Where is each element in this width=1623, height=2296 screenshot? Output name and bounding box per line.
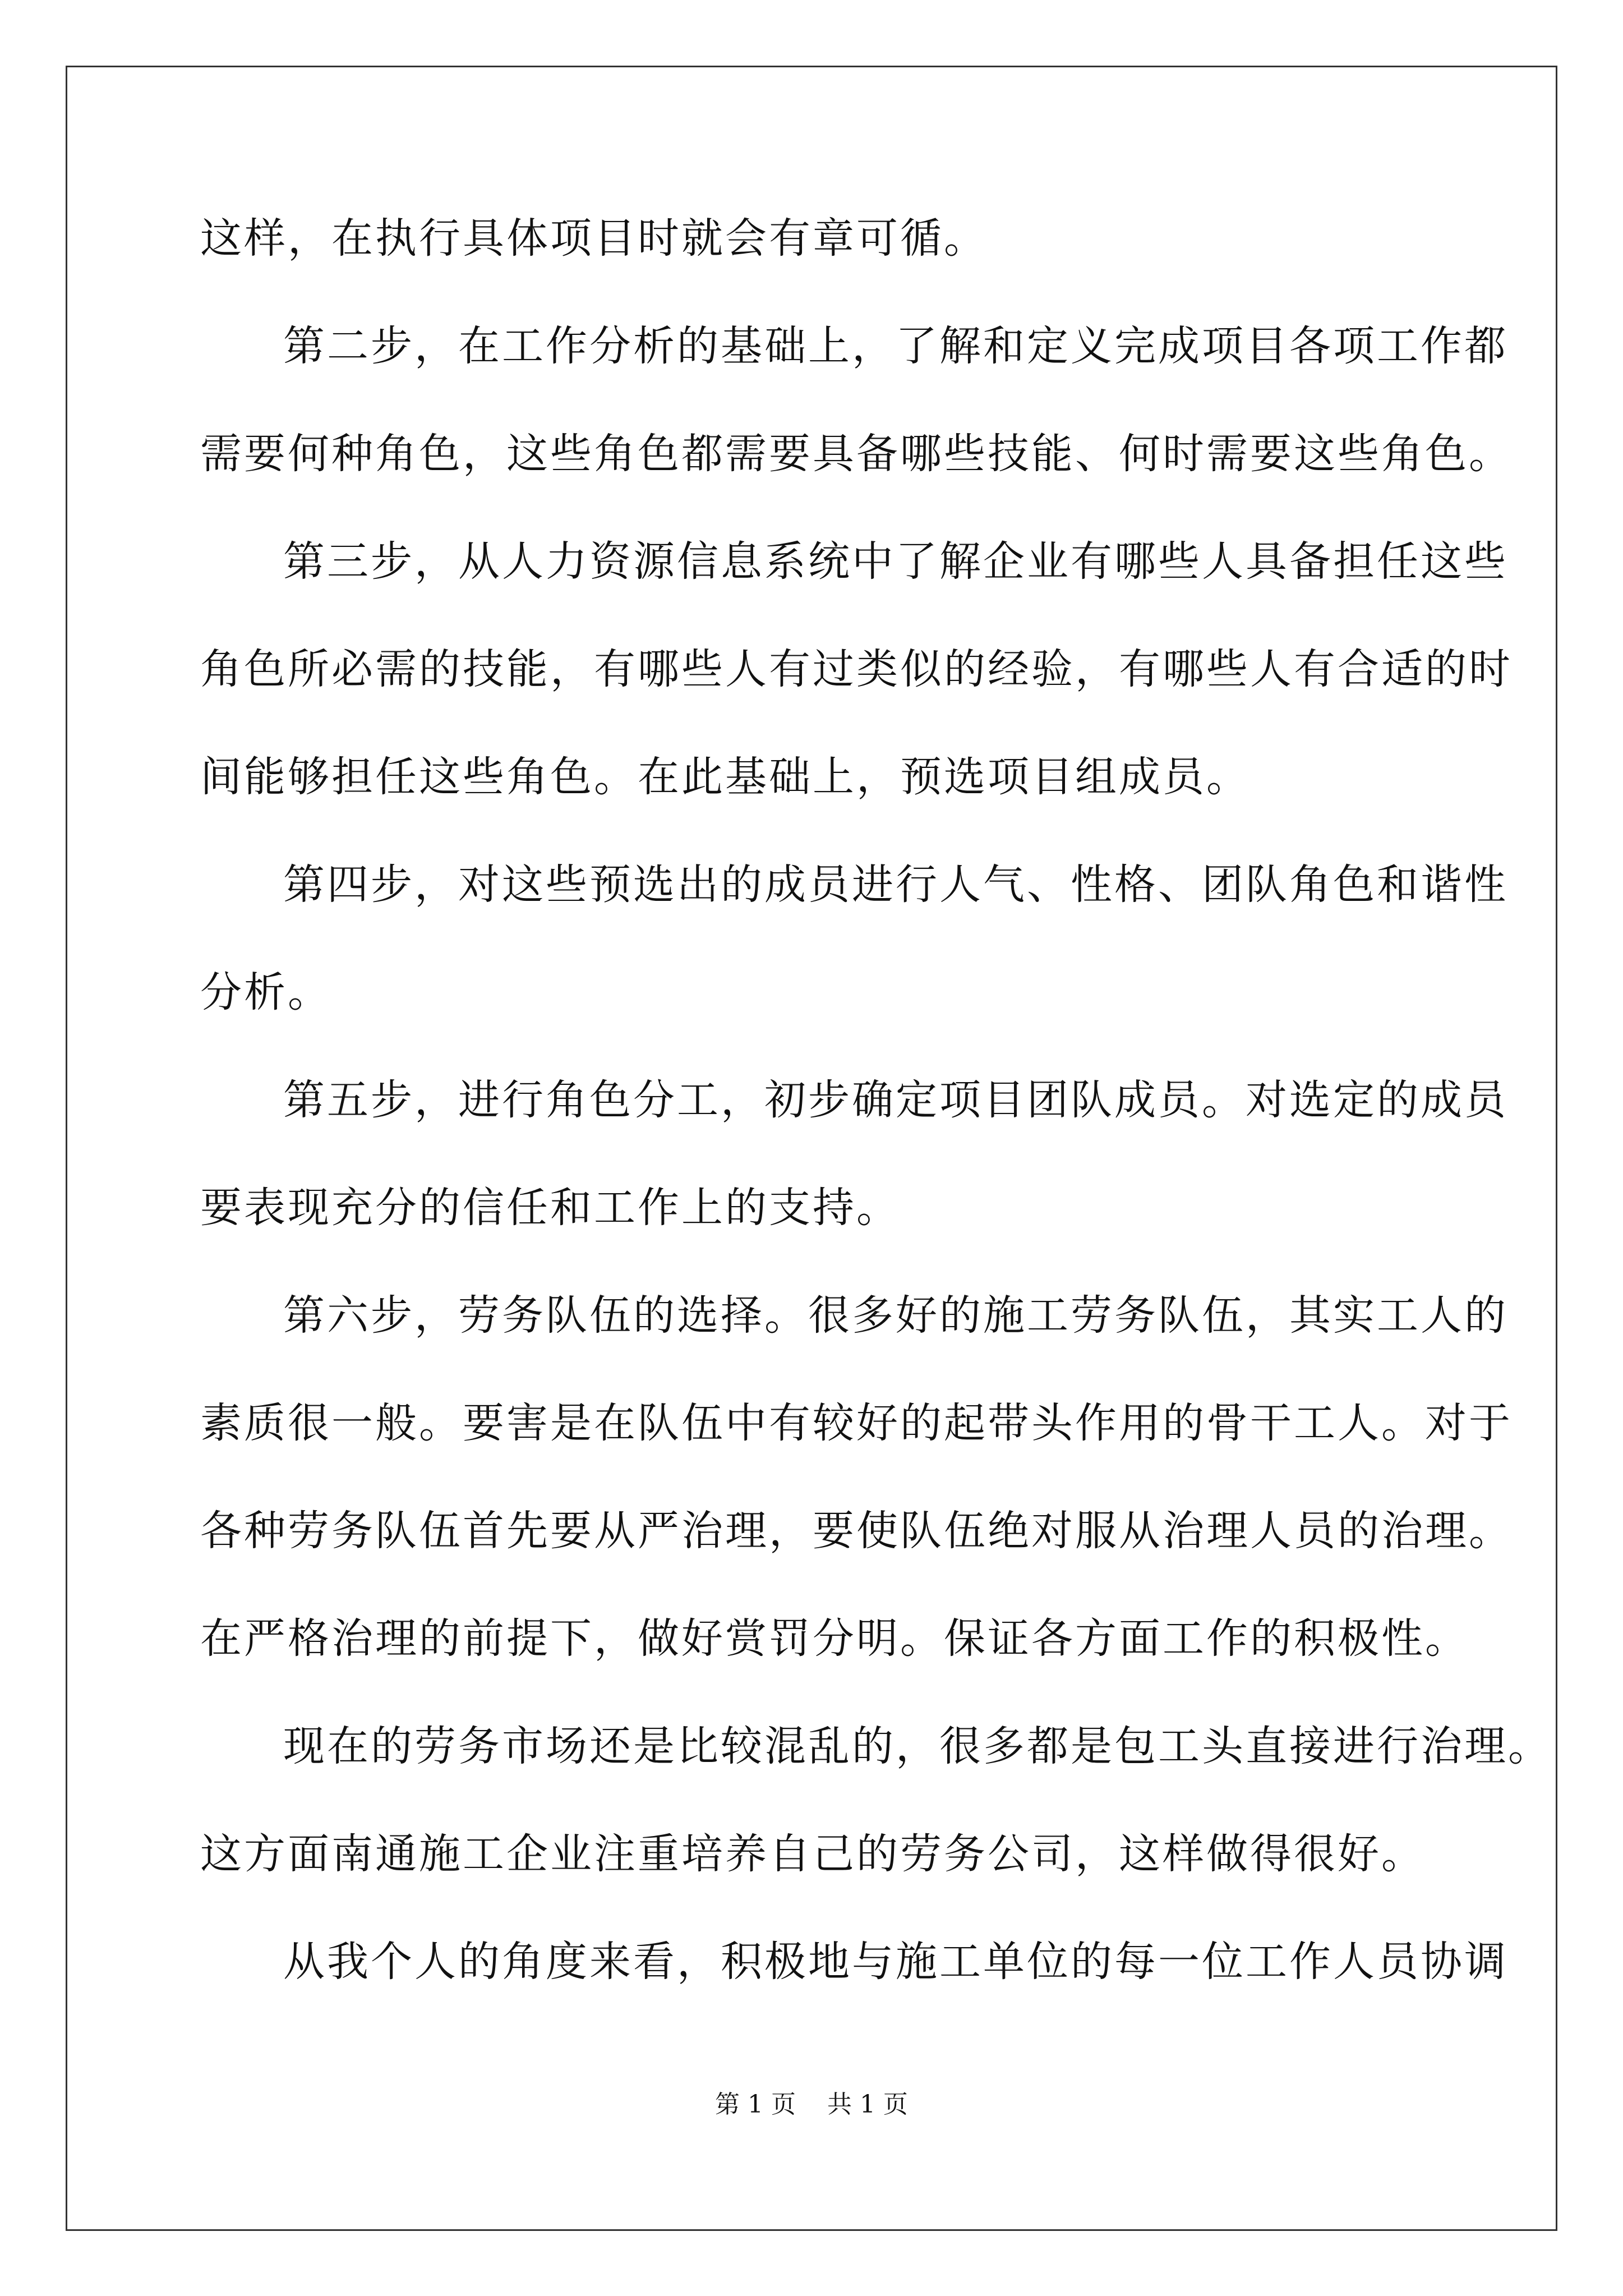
text-line: 分析。 (200, 968, 331, 1016)
text-line: 这方面南通施工企业注重培养自己的劳务公司，这样做得很好。 (200, 1830, 1425, 1878)
page-border (66, 66, 1557, 2231)
page-number-footer: 第 1 页 共 1 页 (715, 2090, 908, 2119)
text-line: 角色所必需的技能，有哪些人有过类似的经验，有哪些人有合适的时 (200, 645, 1513, 693)
text-line: 间能够担任这些角色。在此基础上，预选项目组成员。 (200, 753, 1250, 801)
text-line: 现在的劳务市场还是比较混乱的，很多都是包工头直接进行治理。 (283, 1722, 1552, 1770)
text-line: 从我个人的角度来看，积极地与施工单位的每一位工作人员协调 (283, 1938, 1508, 1986)
text-line: 要表现充分的信任和工作上的支持。 (200, 1184, 900, 1232)
text-line: 素质很一般。要害是在队伍中有较好的起带头作用的骨干工人。对于 (200, 1399, 1513, 1447)
text-line: 这样，在执行具体项目时就会有章可循。 (200, 214, 988, 263)
text-line: 第五步，进行角色分工，初步确定项目团队成员。对选定的成员 (283, 1076, 1508, 1124)
text-line: 需要何种角色，这些角色都需要具备哪些技能、何时需要这些角色。 (200, 430, 1513, 478)
text-line: 第二步，在工作分析的基础上，了解和定义完成项目各项工作都 (283, 322, 1508, 370)
text-line: 第六步，劳务队伍的选择。很多好的施工劳务队伍，其实工人的 (283, 1291, 1508, 1340)
text-line: 第四步，对这些预选出的成员进行人气、性格、团队角色和谐性 (283, 861, 1508, 909)
text-line: 第三步，从人力资源信息系统中了解企业有哪些人具备担任这些 (283, 537, 1508, 586)
text-line: 各种劳务队伍首先要从严治理，要使队伍绝对服从治理人员的治理。 (200, 1507, 1513, 1555)
text-line: 在严格治理的前提下，做好赏罚分明。保证各方面工作的积极性。 (200, 1614, 1469, 1663)
